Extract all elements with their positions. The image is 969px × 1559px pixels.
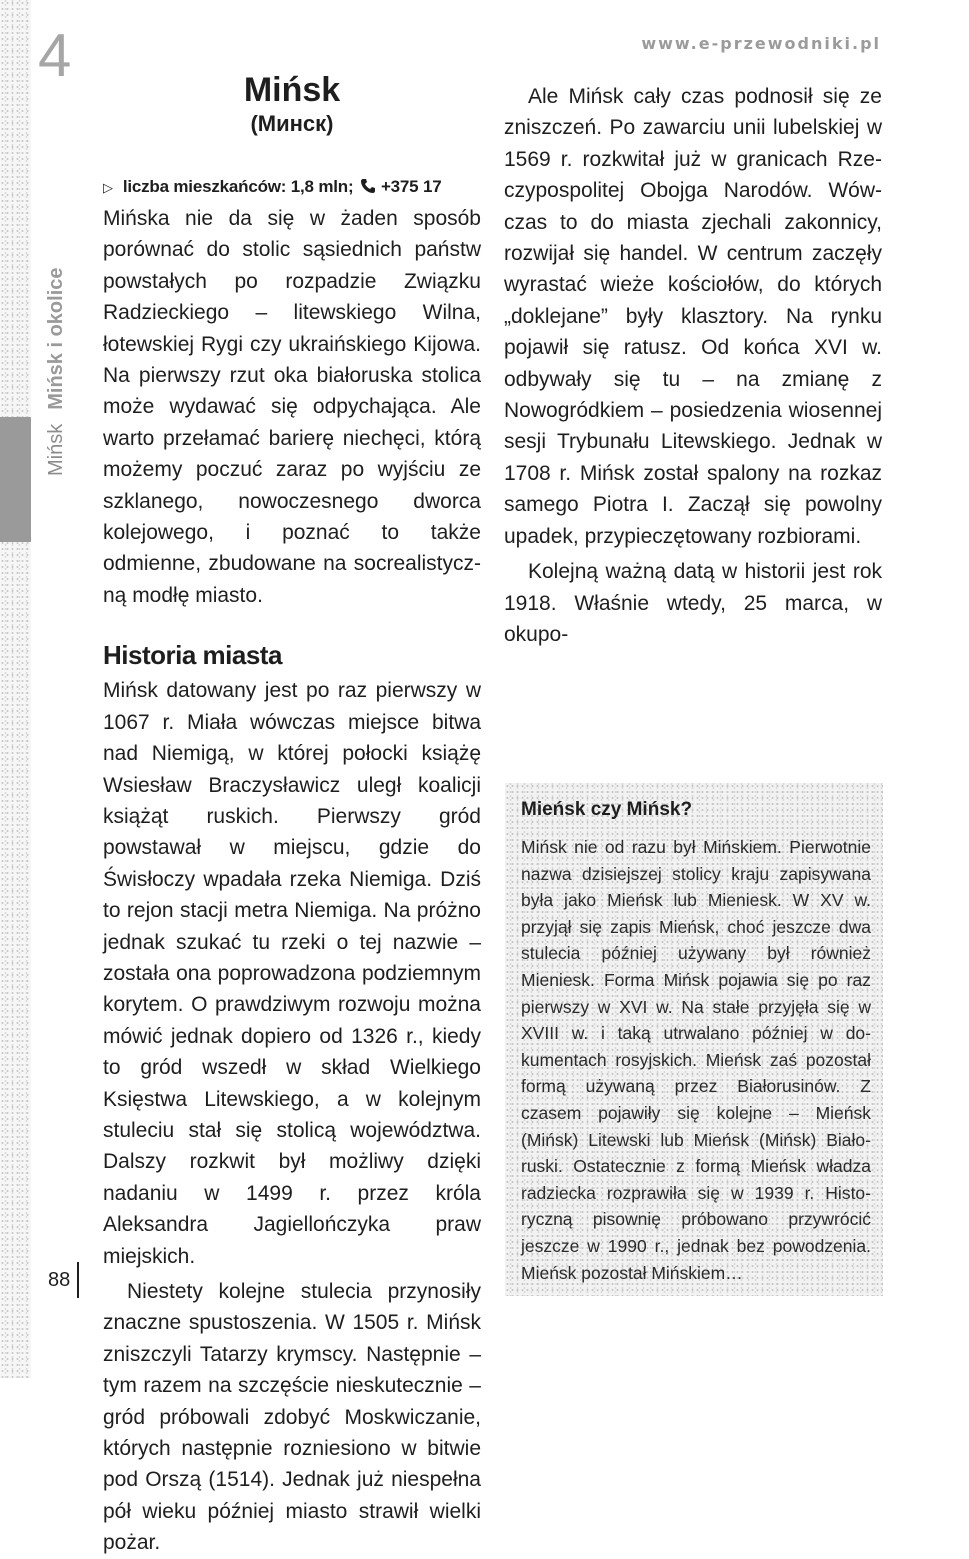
side-tab-marker	[0, 417, 31, 542]
left-column	[103, 171, 481, 1559]
sidebar-title: Mieńsk czy Mińsk?	[521, 799, 693, 820]
history-paragraph-2: Niestety kolejne stulecia przynosiły znaczne spustoszenia. W 1505 r. Mińsk zniszczyli Tatarzy krymscy. Następnie – tym razem na szczęście nieskutecznie – gród próbowali zdobyć Moskwiczanie, których następnie rozniesiono w bitwie pod Orszą (1514). Jednak już niespełna pół wieku później miasto strawił wielki pożar.	[103, 1280, 481, 1555]
phone-code: +375 17	[380, 177, 442, 196]
bullet-arrow-icon: ▷	[103, 180, 113, 195]
info-line	[103, 171, 481, 203]
section-label	[44, 268, 68, 477]
chapter-number: 4	[38, 22, 72, 89]
page-number: 88	[48, 1269, 71, 1291]
population-info: liczba mieszkańców: 1,8 mln;	[122, 177, 354, 196]
section-label-bold: Mińsk i okolice	[45, 267, 67, 410]
website-url: www.e-przewodniki.pl	[641, 34, 881, 53]
side-tab-texture	[0, 0, 31, 1378]
history-paragraph-4: Kolejną ważną datą w historii jest rok 1918. Właśnie wtedy, 25 marca, w okupo-	[504, 560, 882, 646]
section-label-light: Mińsk	[45, 423, 67, 476]
phone-icon	[360, 178, 376, 194]
page-subtitle: (Минск)	[250, 111, 334, 136]
history-paragraph-3: Ale Mińsk cały czas podnosił się ze zniszczeń. Po zawarciu unii lubelskiej w 1569 r. rozkwitał już w granicach Rzeczypospolitej Obojga Narodów. Wówczas to do miasta zjechali zakonnicy, rozwijał się handel. W centrum zaczęły wyrastać wieże kościołów, do których „doklejane” były klasztory. Na rynku pojawił się ratusz. Od końca XVI w. odbywały się tu – na zmianę z Nowogródkiem – posiedzenia wiosennej sesji Trybunału Litewskiego. Jednak w 1708 r. Mińsk został spalony na rozkaz samego Piotra I. Zaczął się powolny upadek, przypieczętowany rozbiorami.	[504, 85, 882, 548]
page-title: Mińsk	[243, 71, 341, 109]
right-column	[504, 77, 882, 650]
sidebar-text: Mińsk nie od razu był Mińskiem. Pierwotnie nazwa dzisiejszej stolicy kraju zapisywana była jako Mieńsk lub Mieniesk. W XV w. przyjął się zapis Mieńsk, choć jeszcze dwa stulecia później używany był również Mieniesk. Forma Mińsk pojawia się po raz pierwszy w XVI w. Na stałe przyjęła się w XVIII w. i taką utrwalano później w dokumentach rosyjskich. Mieńsk zaś pozostał formą używaną przez Białorusinów. Z czasem pojawiły się kolejne – Mieńsk (Mińsk) Litewski lub Mieńsk (Mińsk) Białoruski. Ostatecznie z formą Mieńsk władza radziecka rozprawiła się w 1939 r. Historyczną pisownię próbowano przywrócić jeszcze w 1990 r., jednak bez powodzenia. Mieńsk pozostał Mińskiem…	[521, 837, 871, 1283]
history-heading: Historia miasta	[103, 640, 282, 671]
page-number-divider	[77, 1262, 79, 1298]
intro-paragraph: Mińska nie da się w żaden sposób porównać do stolic sąsiednich państw powstałych po rozpadzie Związku Radzieckiego – litewskiego Wilna, łotewskiej Rygi czy ukraińskiego Kijowa. Na pierwszy rzut oka białoruska stolica może wydawać się odpychająca. Ale warto przełamać barierę niechęci, którą możemy poczuć zaraz po wyjściu ze szklanego, nowoczesnego dworca kolejowego, i poznać to także odmienne, zbudowane na socrealistyczną modłę miasto.	[103, 207, 481, 607]
sidebar-box	[505, 783, 883, 1296]
history-paragraph-1: Mińsk datowany jest po raz pierwszy w 1067 r. Miała wówczas miejsce bitwa nad Niemigą, w której połocki książę Wsiesław Braczysławicz uległ koalicji książąt ruskich. Pierwszy gród powstawał w miejscu, gdzie do Świsłoczy wpadała rzeka Niemiga. Dziś to rejon stacji metra Niemiga. Na próżno jednak szukać tu rzeki o tej nazwie – została ona poprowadzona podziemnym korytem. O prawdziwym rozwoju można mówić jednak dopiero od 1326 r., kiedy to gród wszedł w skład Wielkiego Księstwa Litewskiego, a w kolejnym stuleciu stał się stolicą województwa. Dalszy rozkwit był możliwy dzięki nadaniu w 1499 r. przez króla Aleksandra Jagiellończyka praw miejskich.	[103, 679, 481, 1268]
